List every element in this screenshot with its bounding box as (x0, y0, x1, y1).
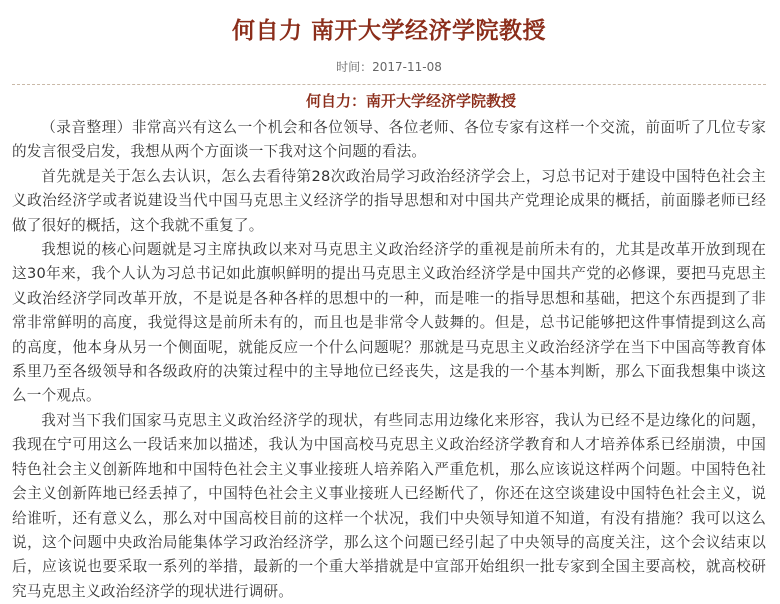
article-title: 何自力 南开大学经济学院教授 (231, 18, 546, 44)
publish-date: 2017-11-08 (372, 60, 442, 74)
body-paragraph: 首先就是关于怎么去认识，怎么去看待第28次政治局学习政治经济学会上，习总书记对于建设中国特色社会主义政治经济学或者说建设当代中国马克思主义经济学的指导思想和对中国共产党理论成果的概括，前面滕老师已经做了很好的概括，这个我就不重复了。 (12, 167, 766, 234)
body-paragraph: 我对当下我们国家马克思主义政治经济学的现状，有些同志用边缘化来形容，我认为已经不是边缘化的问题，我现在宁可用这么一段话来加以描述，我认为中国高校马克思主义政治经济学教育和人才培养体系已经崩溃，中国特色社会主义创新阵地和中国特色社会主义事业接班人培养陷入严重危机，那么应该说这样两个问题。中国特色社会主义创新阵地已经丢掉了，中国特色社会主义事业接班人已经断代了，你还在这空谈建设中国特色社会主义，说给谁听，还有意义么，那么对中国高校目前的这样一个状况，我们中央领导知道不知道，有没有措施？我可以这么说，这个问题中央政治局能集体学习政治经济学，那么这个问题已经引起了中央领导的高度关注，这个会议结束以后，应该说也要采取一系列的举措，最新的一个重大举措就是中宣部开始组织一批专家到全国主要高校，就高校研究马克思主义政治经济学的现状进行调研。 (12, 411, 766, 600)
article-subtitle: 何自力：南开大学经济学院教授 (305, 92, 516, 110)
body-paragraph: 我想说的核心问题就是习主席执政以来对马克思主义政治经济学的重视是前所未有的，尤其是改革开放到现在这30年来，我个人认为习总书记如此旗帜鲜明的提出马克思主义政治经济学是中国共产党的必修课，要把马克思主义政治经济学同改革开放，不是说是各种各样的思想中的一种，而是唯一的指导思想和基础，把这个东西提到了非常非常鲜明的高度，我觉得这是前所未有的，而且也是非常令人鼓舞的。但是，总书记能够把这件事情提到这么高的高度，他本身从另一个侧面呢，就能反应一个什么问题呢？那就是马克思主义政治经济学在当下中国高等教育体系里乃至各级领导和各级政府的决策过程中的主导地位已经丧失，这是我的一个基本判断，那么下面我想集中谈这么一个观点。 (12, 241, 766, 405)
article-meta (12, 59, 766, 75)
article-body (12, 116, 766, 604)
publish-time-label: 时间： (336, 60, 373, 74)
body-paragraph: （录音整理）非常高兴有这么一个机会和各位领导、各位老师、各位专家有这样一个交流，前面听了几位专家的发言很受启发，我想从两个方面谈一下我对这个问题的看法。 (12, 119, 766, 161)
title-divider (12, 84, 766, 85)
